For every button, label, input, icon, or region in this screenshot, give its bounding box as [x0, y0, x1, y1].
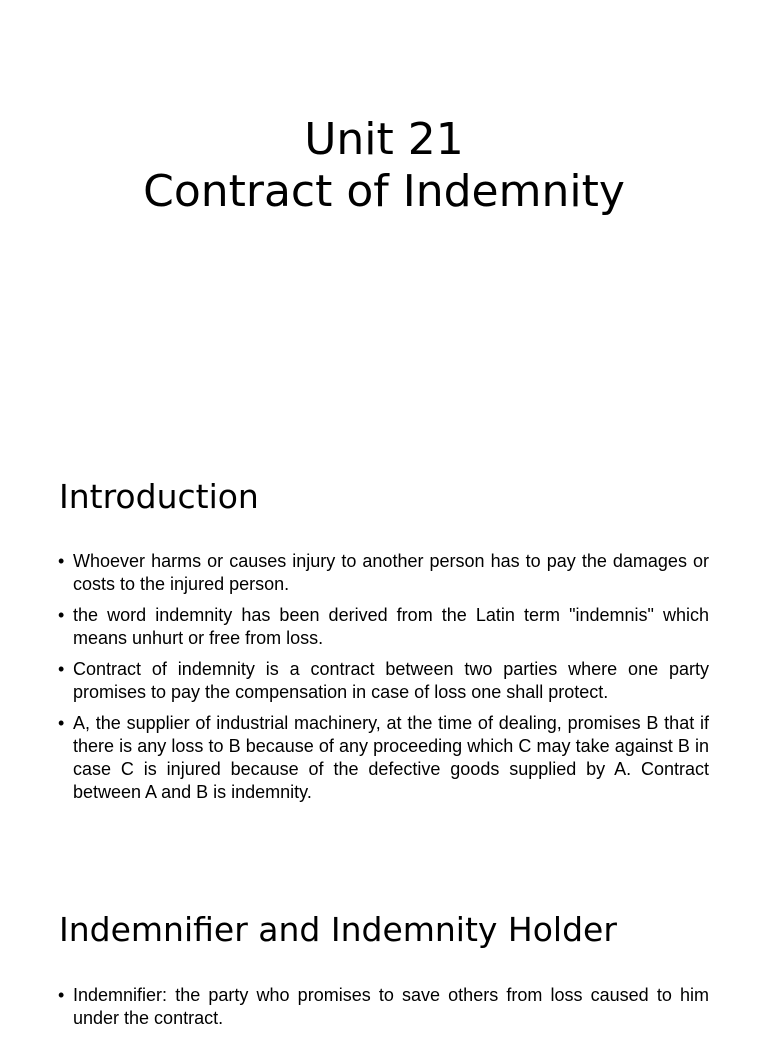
- title-line-unit: Unit 21: [304, 114, 464, 165]
- introduction-bullet-list: [58, 550, 709, 812]
- title-slide: [0, 0, 768, 424]
- list-item: [58, 658, 709, 704]
- bullet-icon: •: [58, 985, 65, 1005]
- bullet-text: Contract of indemnity is a contract between two parties where one party promises to pay the compensation in case of loss one shall protect.: [73, 659, 709, 702]
- bullet-icon: •: [58, 713, 65, 733]
- list-item: [58, 550, 709, 596]
- slide-title: [0, 114, 768, 218]
- bullet-text: Whoever harms or causes injury to another person has to pay the damages or costs to the injured person.: [73, 551, 709, 594]
- bullet-icon: •: [58, 605, 65, 625]
- list-item: [58, 604, 709, 650]
- bullet-icon: •: [58, 551, 65, 571]
- indemnifier-bullet-list: [58, 984, 709, 1038]
- bullet-text: the word indemnity has been derived from the Latin term "indemnis" which means unhurt or free from loss.: [73, 605, 709, 648]
- title-line-topic: Contract of Indemnity: [143, 166, 625, 217]
- bullet-text: Indemnifier: the party who promises to save others from loss caused to him under the contract.: [73, 985, 709, 1028]
- list-item: [58, 712, 709, 804]
- bullet-icon: •: [58, 659, 65, 679]
- introduction-heading: Introduction: [59, 477, 259, 516]
- bullet-text: A, the supplier of industrial machinery, at the time of dealing, promises B that if there is any loss to B because of any proceeding which C may take against B in case C is injured because of the defective goods supplied by A. Contract between A and B is indemnity.: [73, 713, 709, 802]
- indemnifier-heading: Indemnifier and Indemnity Holder: [59, 910, 617, 949]
- list-item: [58, 984, 709, 1030]
